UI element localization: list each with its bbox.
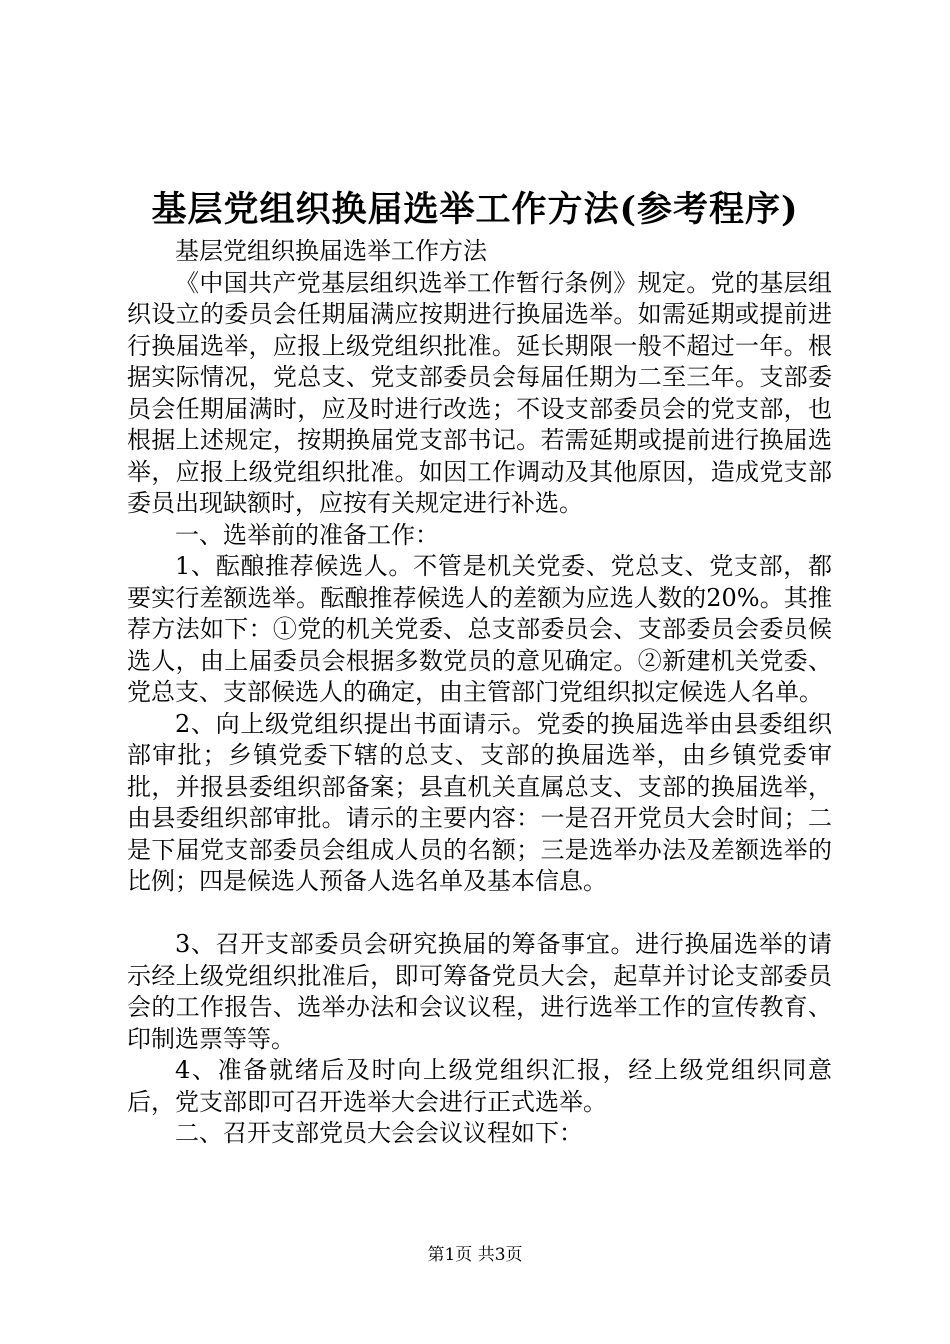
paragraph-item-2: 2、向上级党组织提出书面请示。党委的换届选举由县委组织部审批；乡镇党委下辖的总支、支部的换届选举，由乡镇党委审批，并报县委组织部备案；县直机关直属总支、支部的换届选举，由县委组织部审批。请示的主要内容：一是召开党员大会时间；二是下届党支部委员会组成人员的名额；三是选举办法及差额选举的比例；四是候选人预备人选名单及基本信息。 [127,709,832,895]
paragraph-item-3: 3、召开支部委员会研究换届的筹备事宜。进行换届选举的请示经上级党组织批准后，即可筹备党员大会，起草并讨论支部委员会的工作报告、选举办法和会议议程，进行选举工作的宣传教育、印制选票等等。 [127,930,832,1053]
document-body [127,236,832,1150]
section-heading-preparation: 一、选举前的准备工作： [175,520,439,549]
paragraph-item-1: 1、酝酿推荐候选人。不管是机关党委、党总支、党支部，都要实行差额选举。酝酿推荐候选人的差额为应选人数的20%。其推荐方法如下：①党的机关党委、总支部委员会、支部委员会委员候选人，由上届委员会根据多数党员的意见确定。②新建机关党委、党总支、支部候选人的确定，由主管部门党组织拟定候选人名单。 [127,552,832,706]
paragraph-spacer [127,898,832,930]
page-number: 第1页 共3页 [427,1245,523,1265]
section-heading-meeting: 二、召开支部党员大会会议议程如下： [175,1119,583,1147]
paragraph-regulation: 《中国共产党基层组织选举工作暂行条例》规定。党的基层组织设立的委员会任期届满应按期进行换届选举。如需延期或提前进行换届选举，应报上级党组织批准。延长期限一般不超过一年。根据实际情况，党总支、党支部委员会每届任期为二至三年。支部委员会任期届满时，应及时进行改选；不设支部委员会的党支部，也根据上述规定，按期换届党支部书记。若需延期或提前进行换届选举，应报上级党组织批准。如因工作调动及其他原因，造成党支部委员出现缺额时，应按有关规定进行补选。 [127,268,832,517]
document-title: 基层党组织换届选举工作方法(参考程序) [151,189,799,230]
document-subtitle: 基层党组织换届选举工作方法 [175,237,487,265]
paragraph-item-4: 4、准备就绪后及时向上级党组织汇报，经上级党组织同意后，党支部即可召开选举大会进行正式选举。 [127,1056,832,1116]
